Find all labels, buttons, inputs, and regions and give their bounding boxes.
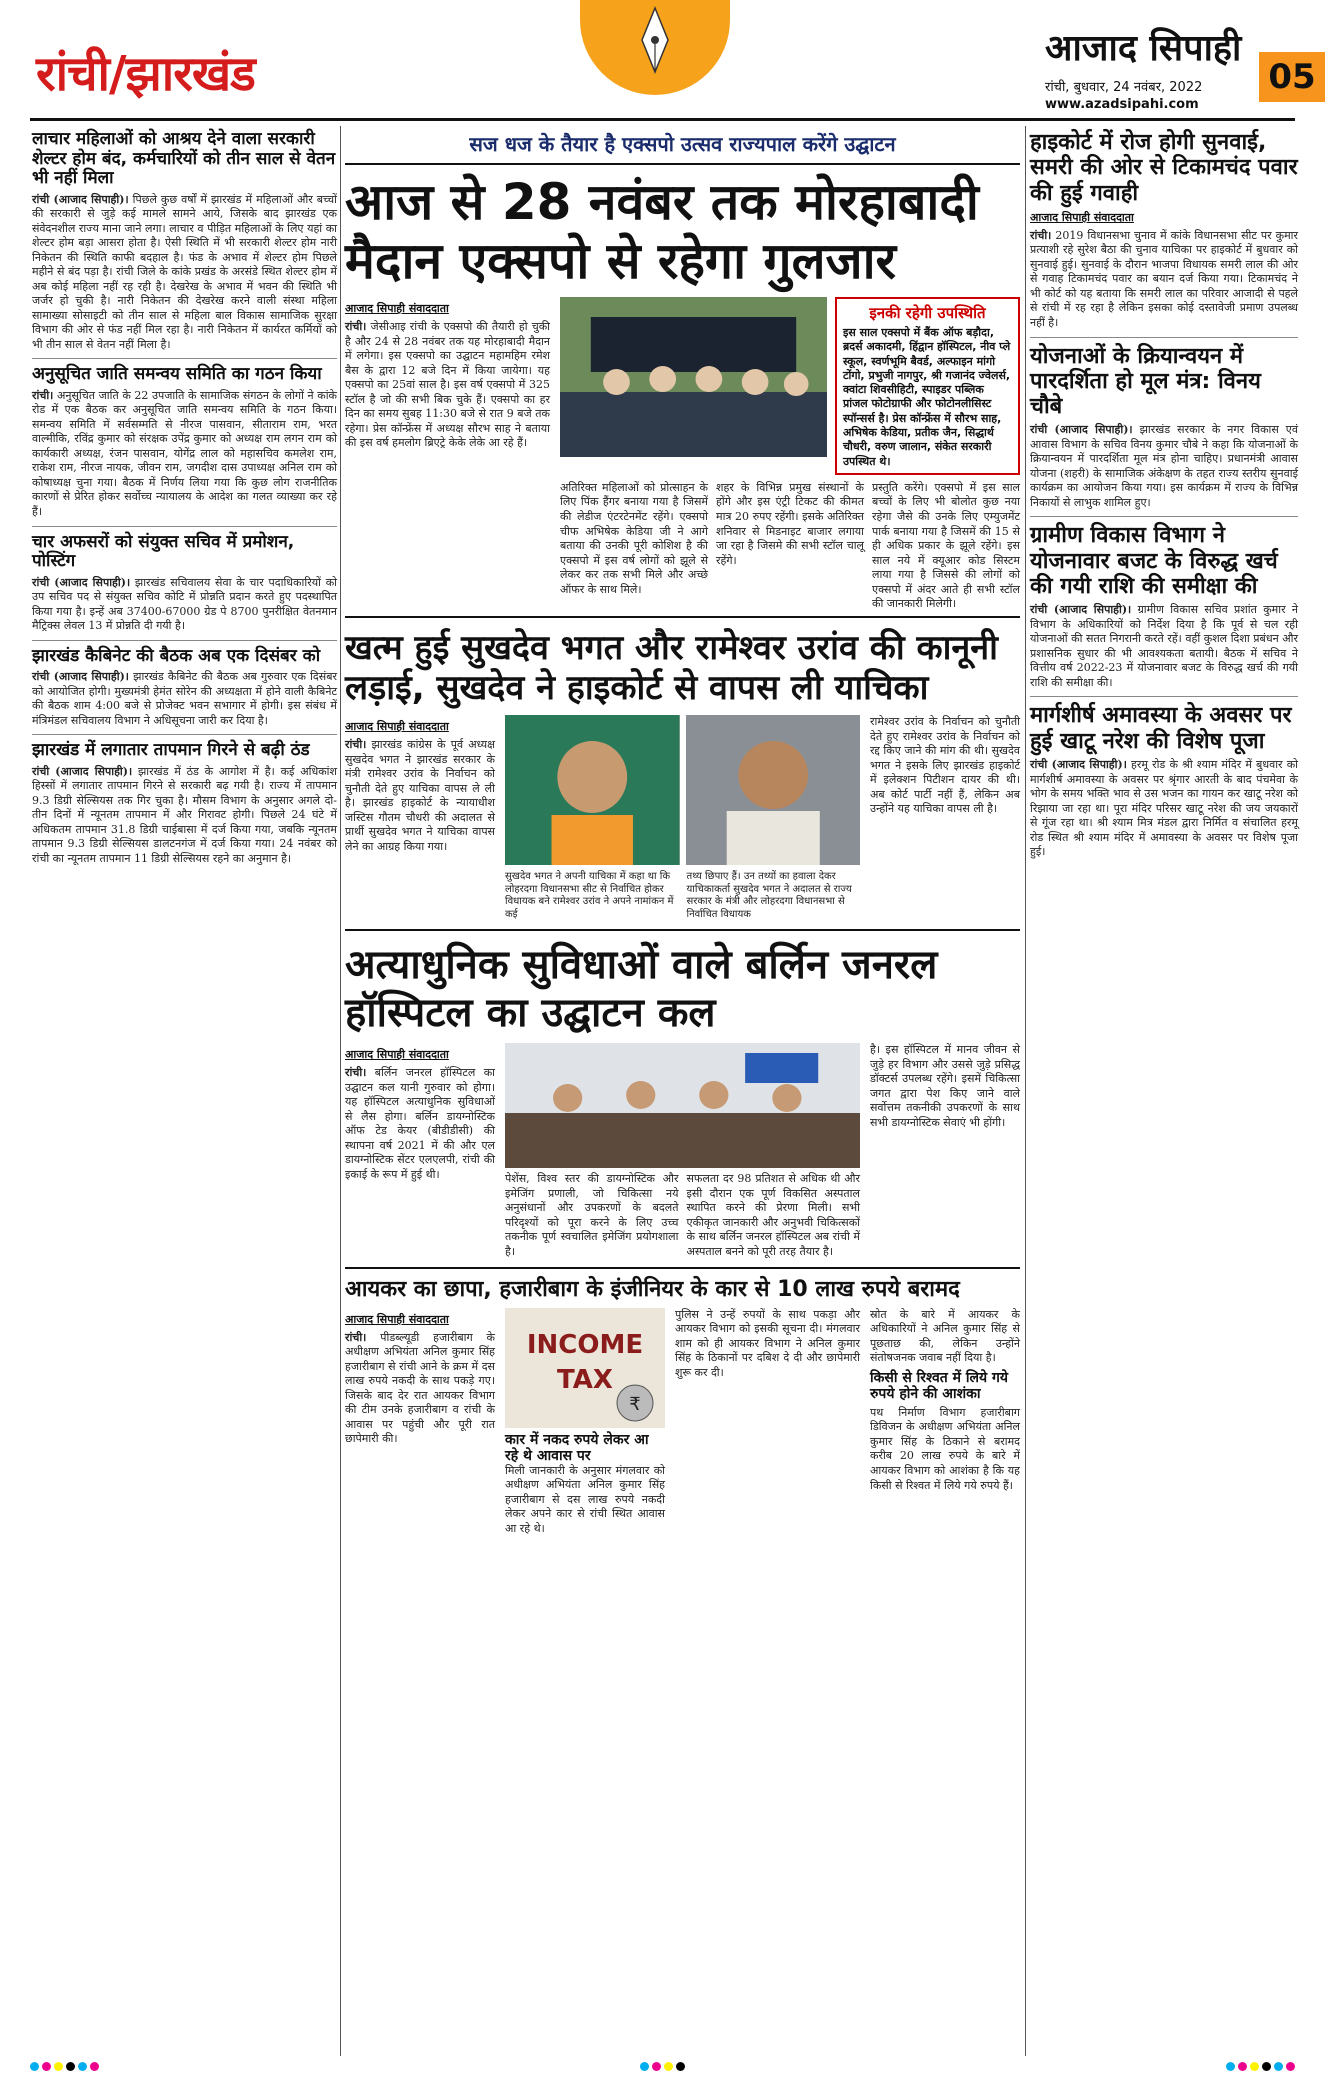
story-body: रांची (आजाद सिपाही)। झारखंड सरकार के नगर विकास एवं आवास विभाग के सचिव विनय कुमार चौबे ने कहा कि योजनाओं के क्रियान्वयन में पारदर्शिता मूल मंत्र होना चाहिए। प्रधानमंत्री आवास योजना (शहरी) के सामाजिक अंकेक्षण के तहत राज्य स्तरीय सुनवाई कार्यक्रम का आयोजन किया गया। इस कार्यक्रम में राज्य के विभिन्न निकायों से लाभुक शामिल हुए। xyxy=(1030,423,1298,509)
story-headline[interactable]: झारखंड में लगातार तापमान गिरने से बढ़ी ठंड xyxy=(32,740,310,761)
story-body: रांची। 2019 विधानसभा चुनाव में कांके विधानसभा सीट पर कुमार प्रत्याशी रहे सुरेश बैठा की चुनाव याचिका पर हाइकोर्ट में बुधवार को सुनवाई हुई। सुनवाई के दौरान भाजपा विधायक समरी लाल की ओर से गवाह टिकामचंद पवार का बयान दर्ज किया गया। टिकामचंद ने भी कोर्ट को यह बताया कि समरी लाल का परिवार आजादी से पहले से रांची में रह रहा है लेकिन इसका कोई दस्तावेजी प्रमाण उपलब्ध नहीं है। xyxy=(1030,228,1299,329)
column-divider xyxy=(340,126,341,2056)
story-headline[interactable]: झारखंड कैबिनेट की बैठक अब एक दिसंबर को xyxy=(32,645,321,666)
color-dots-right xyxy=(1226,2062,1295,2071)
print-registration-marks xyxy=(30,2060,1295,2072)
column-divider xyxy=(1025,126,1026,2056)
section-title: रांची/झारखंड xyxy=(36,46,255,102)
story-body: रांची (आजाद सिपाही)। ग्रामीण विकास सचिव प्रशांत कुमार ने विभाग के अधिकारियों को निर्देश दिया है कि पूर्व से चल रही योजनाओं की सतत निगरानी करते रहें। वहीं कुशल दिशा प्रबंधन और प्रशासनिक सुधार की भी आवश्यकता बतायी। बैठक में सचिव ने वित्तीय वर्ष 2022-23 में योजनावार बजट के विरुद्ध खर्च की गयी राशि की समीक्षा की। xyxy=(1030,603,1299,689)
story-body: स्रोत के बारे में आयकर के अधिकारियों ने अनिल कुमार सिंह से पूछताछ की, लेकिन उन्होंने संतोषजनक जवाब नहीं दिया है। xyxy=(870,1307,1020,1365)
story-cabinet-meeting xyxy=(32,647,337,736)
story-body: तथ्य छिपाए हैं। उन तथ्यों का हवाला देकर याचिकाकर्ता सुखदेव भगत ने अदालत से राज्य सरकार के मंत्री और लोहरदगा विधानसभा से निर्वाचित विधायक xyxy=(686,871,852,920)
rameshwar-oraon-photo xyxy=(686,715,861,865)
story-shelter-home xyxy=(32,130,337,359)
middle-column xyxy=(345,124,1020,1536)
story-high-court xyxy=(1030,130,1298,338)
story-berlin-hospital xyxy=(345,929,1020,1259)
photo-caption: सुखदेव भगत ने अपनी याचिका में कहा था कि लोहरदगा विधानसभा सीट से निर्वाचित होकर विधायक बने रामेश्वर उरांव ने अपने नामांकन में कई xyxy=(505,871,674,920)
story-vinay-choubey xyxy=(1030,344,1298,518)
masthead xyxy=(0,0,1325,120)
story-headline[interactable]: मार्गशीर्ष अमावस्या के अवसर पर हुई खाटू नरेश की विशेष पूजा xyxy=(1030,703,1292,754)
byline: आजाद सिपाही संवाददाता xyxy=(345,1048,449,1062)
story-rural-development xyxy=(1030,523,1298,697)
story-headline[interactable]: अत्याधुनिक सुविधाओं वाले बर्लिन जनरल हॉस्पिटल का उद्घाटन कल xyxy=(345,942,938,1037)
masthead-divider xyxy=(30,118,1295,121)
story-body: है। इस हॉस्पिटल में मानव जीवन से जुड़े हर विभाग और उससे जुड़े प्रसिद्ध डॉक्टर्स उपलब्ध रहेंगे। इसमें चिकित्सा जगत द्वारा पेश किए जाने वाले सर्वोत्तम तकनीकी उपकरणों के साथ सभी डायग्नोस्टिक सेवाएं भी होंगी। xyxy=(870,1043,1020,1129)
lead-kicker: सज धज के तैयार है एक्सपो उत्सव राज्यपाल करेंगे उद्घाटन xyxy=(345,124,1020,165)
story-headline[interactable]: लाचार महिलाओं को आश्रय देने वाला सरकारी शेल्टर होम बंद, कर्मचारियों को तीन साल से वेतन भी नहीं मिला xyxy=(32,129,336,189)
story-body: अतिरिक्त महिलाओं को प्रोत्साहन के लिए पिंक हैंगर बनाया गया है जिसमें की लेडीज एंटरटेनमेंट रहेंगे। एक्सपो चीफ अभिषेक केडिया जी ने आगे बताया की उनकी पूरी कोशिश है की एक्सपो में इस वर्ष लोगों को झूले से लेकर कर तक सभी मिले और अच्छे ऑफर के साथ मिले। xyxy=(560,480,708,596)
income-tax-photo xyxy=(505,1308,665,1428)
story-body: रामेश्वर उरांव के निर्वाचन को चुनौती देते हुए रामेश्वर उरांव के निर्वाचन को रद्द किए जाने की मांग की थी। सुखदेव भगत ने इसके लिए झारखंड हाइकोर्ट में इलेक्शन पिटीशन दायर की थी। अब कोर्ट पार्टी नहीं हैं, लेकिन अब उन्होंने यह याचिका वापस ली है। xyxy=(870,715,1020,816)
story-headline[interactable]: योजनाओं के क्रियान्वयन में पारदर्शिता हो मूल मंत्र: विनय चौबे xyxy=(1030,343,1261,420)
story-headline[interactable]: आयकर का छापा, हजारीबाग के इंजीनियर के कार से 10 लाख रुपये बरामद xyxy=(345,1277,960,1303)
subhead: किसी से रिश्वत में लिये गये रुपये होने की आशंका xyxy=(870,1369,1008,1402)
story-body: रांची (आजाद सिपाही)। झारखंड सचिवालय सेवा के चार पदाधिकारियों को उप सचिव पद से संयुक्त सचिव कोटि में प्रोन्नति प्रदान करते हुए पदस्थापित किया गया है। इन्हें अब 37400-67000 ग्रेड पे 8700 पुनरीक्षित वेतनमान मैट्रिक्स लेवल 13 में प्रोन्नति दी गयी है। xyxy=(32,575,337,633)
byline: आजाद सिपाही संवाददाता xyxy=(345,302,449,315)
lead-headline[interactable]: आज से 28 नवंबर तक मोरहाबादी मैदान एक्सपो से रहेगा गुलजार xyxy=(345,173,979,290)
svg-text:₹: ₹ xyxy=(629,1393,641,1415)
issue-date: रांची, बुधवार, 24 नवंबर, 2022 xyxy=(1045,80,1203,95)
story-body: सफलता दर 98 प्रतिशत से अधिक थी और इसी दौरान एक पूर्ण विकसित अस्पताल स्थापित करने की प्रेरणा मिली। सभी एकीकृत जानकारी और अनुभवी चिकित्सकों के साथ बर्लिन जनरल हॉस्पिटल अब रांची में अस्पताल बनने को पूरी तरह तैयार है। xyxy=(686,1172,860,1258)
left-column xyxy=(32,124,337,878)
story-body: पुलिस ने उन्हें रुपयों के साथ पकड़ा और आयकर विभाग को इसकी सूचना दी। मंगलवार शाम को ही आयकर विभाग ने अनिल कुमार सिंह के ठिकानों पर दबिश दे दी और छापेमारी शुरू कर दी। xyxy=(675,1307,860,1379)
sukhdev-bhagat-photo xyxy=(505,715,680,865)
story-headline[interactable]: अनुसूचित जाति समन्वय समिति का गठन किया xyxy=(32,364,322,385)
svg-text:INCOME: INCOME xyxy=(526,1329,644,1360)
story-body: रांची। अनुसूचित जाति के 22 उपजाति के सामाजिक संगठन के लोगों ने कांके रोड में एक बैठक कर अनुसूचित जाति समन्वय समिति के गठन किया। समन्वय समिति में सर्वसम्मति से नीरज पासवान, सीताराम राम, भरत वाल्मीकि, रविंद्र कुमार को संरक्षक उपेंद्र कुमार को अध्यक्ष राम लगन राम को कार्यकारी अध्यक्ष, रंजन पासवान, योगेंद्र लाल को महासचिव कमलेश राम, राकेश राम, नीरज नायक, जीवन राम, जगदीश दास उपाध्यक्ष अनिल राम को कोषाध्यक्ष चुना गया। बैठक में निर्णय लिया गया कि कुछ लोग राजनीतिक कारणों से प्रेरित होकर सर्वोच्च न्यायालय के आदेश का गलत व्याख्या कर रहे हैं। xyxy=(32,388,337,518)
story-khatu-naresh xyxy=(1030,703,1298,865)
story-body: रांची। पीडब्ल्यूडी हजारीबाग के अधीक्षण अभियंता अनिल कुमार सिंह हजारीबाग से रांची आने के क्रम में दस लाख रुपये नकदी के साथ पकड़े गए। जिसके बाद देर रात आयकर विभाग की टीम उनके हजारीबाग व रांची के आवास पर पहुंची और पूरी रात छापेमारी की। xyxy=(345,1330,496,1446)
color-dots-center xyxy=(640,2062,685,2071)
story-body: मिली जानकारी के अनुसार मंगलवार को अधीक्षण अभियंता अनिल कुमार सिंह हजारीबाग से दस लाख रुपये नकदी लेकर अपने कार से रांची स्थित आवास आ रहे थे। xyxy=(505,1463,665,1535)
press-conference-photo xyxy=(560,297,827,457)
infobox-body: इस साल एक्सपो में बैंक ऑफ बड़ौदा, ब्रदर्स अकादमी, हिंद्वान हॉस्पिटल, नीव प्ले स्कूल, स्वर्णभूमि बैवर्ड, अल्फाइन मांगो टोंगो, प्रभुजी नागपुर, श्री गजानंद ज्वेलर्स, क्वांटा शिवसीहिटी, स्पाइडर पब्लिक प्रांजल फोटोग्राफी और फोटोनलीसिस्ट स्पॉन्सर्स है। प्रेस कॉन्फ्रेंस में सौरभ साह, अभिषेक केडिया, प्रतीक जैन, सिद्धार्थ चौधरी, वरुण जालान, संकेत सरकारी उपस्थित थे। xyxy=(843,326,1011,468)
website-link[interactable]: www.azadsipahi.com xyxy=(1045,97,1199,112)
subhead: कार में नकद रुपये लेकर आ रहे थे आवास पर xyxy=(505,1431,649,1464)
story-body: पथ निर्माण विभाग हजारीबाग डिविजन के अधीक्षण अभियंता अनिल कुमार सिंह के ठिकाने से बरामद करीब 20 लाख रुपये के बारे में आयकर विभाग को आशंका है कि यह किसी से रिश्वत में लिये गये रुपये हैं। xyxy=(870,1405,1020,1492)
story-headline[interactable]: खत्म हुई सुखदेव भगत और रामेश्वर उरांव की कानूनी लड़ाई, सुखदेव ने हाइकोर्ट से वापस ली याचिका xyxy=(345,627,998,709)
hospital-press-photo xyxy=(505,1043,860,1168)
story-headline[interactable]: हाइकोर्ट में रोज होगी सुनवाई, समरी की ओर से टिकामचंद पवार की हुई गवाही xyxy=(1030,130,1298,206)
byline: आजाद सिपाही संवाददाता xyxy=(345,1312,449,1326)
byline: आजाद सिपाही संवाददाता xyxy=(345,720,449,734)
story-temperature xyxy=(32,741,337,872)
right-column xyxy=(1030,124,1298,872)
story-body: रांची। झारखंड कांग्रेस के पूर्व अध्यक्ष सुखदेव भगत ने झारखंड सरकार के मंत्री रामेश्वर उरांव के निर्वाचन को चुनौती देते हुए याचिका वापस ले ली है। झारखंड हाइकोर्ट के न्यायाधीश जस्टिस गौतम चौधरी की अदालत से प्रार्थी सुखदेव भगत ने याचिका वापस लेने का आग्रह किया गया। xyxy=(345,738,495,853)
pen-nib-emblem-icon xyxy=(580,0,730,110)
story-body: रांची (आजाद सिपाही)। झारखंड कैबिनेट की बैठक अब गुरुवार एक दिसंबर को आयोजित होगी। मुख्यमंत्री हेमंत सोरेन की अध्यक्षता में होने वाली कैबिनेट की बैठक शाम 4:00 बजे से प्रोजेक्ट भवन सभागार में होगी। इस संबंध में मंत्रिमंडल सचिवालय विभाग ने अधिसूचना जारी कर दिया है। xyxy=(32,670,337,727)
story-body: रांची (आजाद सिपाही)। हरमू रोड के श्री श्याम मंदिर में बुधवार को मार्गशीर्ष अमावस्या के अवसर पर श्रृंगार आरती के बाद पंचमेवा के भोग के समय भक्ति भाव से उस भजन का गायन कर खाटू नरेश को रिझाया जा रहा था। पूरा मंदिर परिसर खाटू नरेश की जय जयकारों से गूंज रहा था। श्री श्याम मित्र मंडल द्वारा निर्मित व संचालित हरमू रोड स्थित श्री श्याम मंदिर में अमावस्या के अवसर पर विशेष पूजा हुई। xyxy=(1030,758,1298,859)
story-headline[interactable]: ग्रामीण विकास विभाग ने योजनावार बजट के विरुद्ध खर्च की गयी राशि की समीक्षा की xyxy=(1030,523,1278,600)
masthead-right xyxy=(1045,22,1285,122)
story-body: रांची। बर्लिन जनरल हॉस्पिटल का उद्घाटन कल यानी गुरुवार को होगा। यह हॉस्पिटल अत्याधुनिक सुविधाओं से लैस होगा। बर्लिन डायग्नोस्टिक ऑफ टेड केयर (बीडीडीसी) की स्थापना वर्ष 2021 में की और एल डायग्नोस्टिक सेंटर एलएलपी, रांची की इकाई के रूप में हुई थी। xyxy=(345,1066,495,1181)
story-body: रांची (आजाद सिपाही)। झारखंड में ठंड के आगोश में है। कई अधिकांश हिस्सों में लगातार तापमान गिरने से सरकारी बढ़ गयी है। राज्य में तापमान 9.3 डिग्री सेल्सियस तक गिर चुका है। मौसम विभाग के अनुसार अगले दो-तीन दिनों में न्यूनतम तापमान में और गिरावट होगी। पिछले 24 घंटे में अधिकतम तापमान 31.8 डिग्री चाईबासा में दर्ज किया गया, जबकि न्यूनतम तापमान 9.3 डिग्री सेल्सियस डालटनगंज में दर्ज किया गया। 24 नवंबर को रांची का न्यूनतम तापमान 11 डिग्री सेल्सियस रहने का अनुमान है। xyxy=(32,764,337,865)
story-body: शहर के विभिन्न प्रमुख संस्थानों के होंगे और इस एंट्री टिकट की कीमत मात्र 20 रुपए रहेंगी। इसके अतिरिक्त शनिवार से मिडनाइट बाजार लगाया जा रहा है जिसमे की सभी स्टॉल चालू रहेंगे। xyxy=(716,480,864,567)
lead-story xyxy=(345,297,1020,612)
story-body: रांची (आजाद सिपाही)। पिछले कुछ वर्षों में झारखंड में महिलाओं और बच्चों की सरकारी से जुड़े कई मामले सामने आये, जिसके बाद झारखंड एक संवेदनशील राज्य माना जाने लगा। लाचार व पीड़ित महिलाओं के लिए यहां का शेल्टर होम बड़ा आसरा होता है। ऐसी स्थिति में भी सरकारी शेल्टर होम नारी निकेतन की स्थिति काफी बदहाल है। फंड के अभाव में शेल्टर होम पिछले महीने से बंद पड़ा है। रांची जिले के कांके प्रखंड के अरसंडे स्थित शेल्टर होम में अब कोई महिला नहीं रह रही है। देखरेख के अभाव में भवन की स्थिति भी जर्जर हो चुकी है। नारी निकेतन की देखरेख करने वाली संस्था महिला सामाख्या सोसाइटी को तीन साल से महिला बाल विकास सामाजिक सुरक्षा विभाग की ओर से फंड नहीं मिल रहा है। नारी निकेतन में कार्यरत कर्मियों को भी तीन साल से वेतन नहीं मिला है। xyxy=(32,192,337,351)
story-income-tax xyxy=(345,1267,1020,1536)
story-body: प्रस्तुति करेंगे। एक्सपो में इस साल बच्चों के लिए भी बोलोत कुछ नया रहेगा जैसे की उनके लिए एम्युजमेंट पार्क बनाया गया है जिसमें की 15 से ही अधिक प्रकार के झूले रहेंगे। इस साल नये में क्यूआर कोड सिस्टम लाया गया है जिससे की लोगों को एक्सपो में अंदर आते ही सभी स्टॉल की जानकारी मिलेगी। xyxy=(872,480,1020,611)
story-sc-committee xyxy=(32,365,337,526)
story-promotion xyxy=(32,533,337,641)
infobox-title: इनकी रहेगी उपस्थिति xyxy=(869,304,986,322)
story-sukhdev xyxy=(345,616,1020,922)
svg-text:TAX: TAX xyxy=(557,1364,613,1395)
story-body: रांची। जेसीआइ रांची के एक्सपो की तैयारी हो चुकी है और 24 से 28 नवंबर तक यह मोरहाबादी मैदान में लगेगा। इस एक्सपो का उद्घाटन महामहिम रमेश बैस के द्वारा 12 बजे दिन में किया जायेगा। यह एक्सपो का 25वां साल है। इस वर्ष एक्सपो में 325 स्टॉल है जो की सभी बिक चुके हैं। एक्सपो का हर दिन का समय सुबह 11:30 बजे से रात 9 बजे तक रहेगा। प्रेस कॉन्फ्रेंस में अध्यक्ष सौरभ साह ने बताया की इस वर्ष हमलोग ब्रिएट्रे केके लेके आ रहे हैं। xyxy=(345,320,551,450)
color-dots-left xyxy=(30,2062,99,2071)
story-body: पेशेंस, विश्व स्तर की डायग्नोस्टिक और इमेजिंग प्रणाली, जो चिकित्सा नये अनुसंधानों और उपकरणों के बदलते परिदृश्यों को पूरा करने के लिए उच्च तकनीक पूर्ण स्वचालित इमेजिंग प्रयोगशाला है। xyxy=(505,1172,679,1258)
paper-name: आजाद सिपाही xyxy=(1045,28,1242,69)
story-headline[interactable]: चार अफसरों को संयुक्त सचिव में प्रमोशन, पोस्टिंग xyxy=(32,531,295,572)
page-number-badge: 05 xyxy=(1259,52,1325,102)
attendees-infobox xyxy=(835,297,1020,475)
byline: आजाद सिपाही संवाददाता xyxy=(1030,210,1134,224)
